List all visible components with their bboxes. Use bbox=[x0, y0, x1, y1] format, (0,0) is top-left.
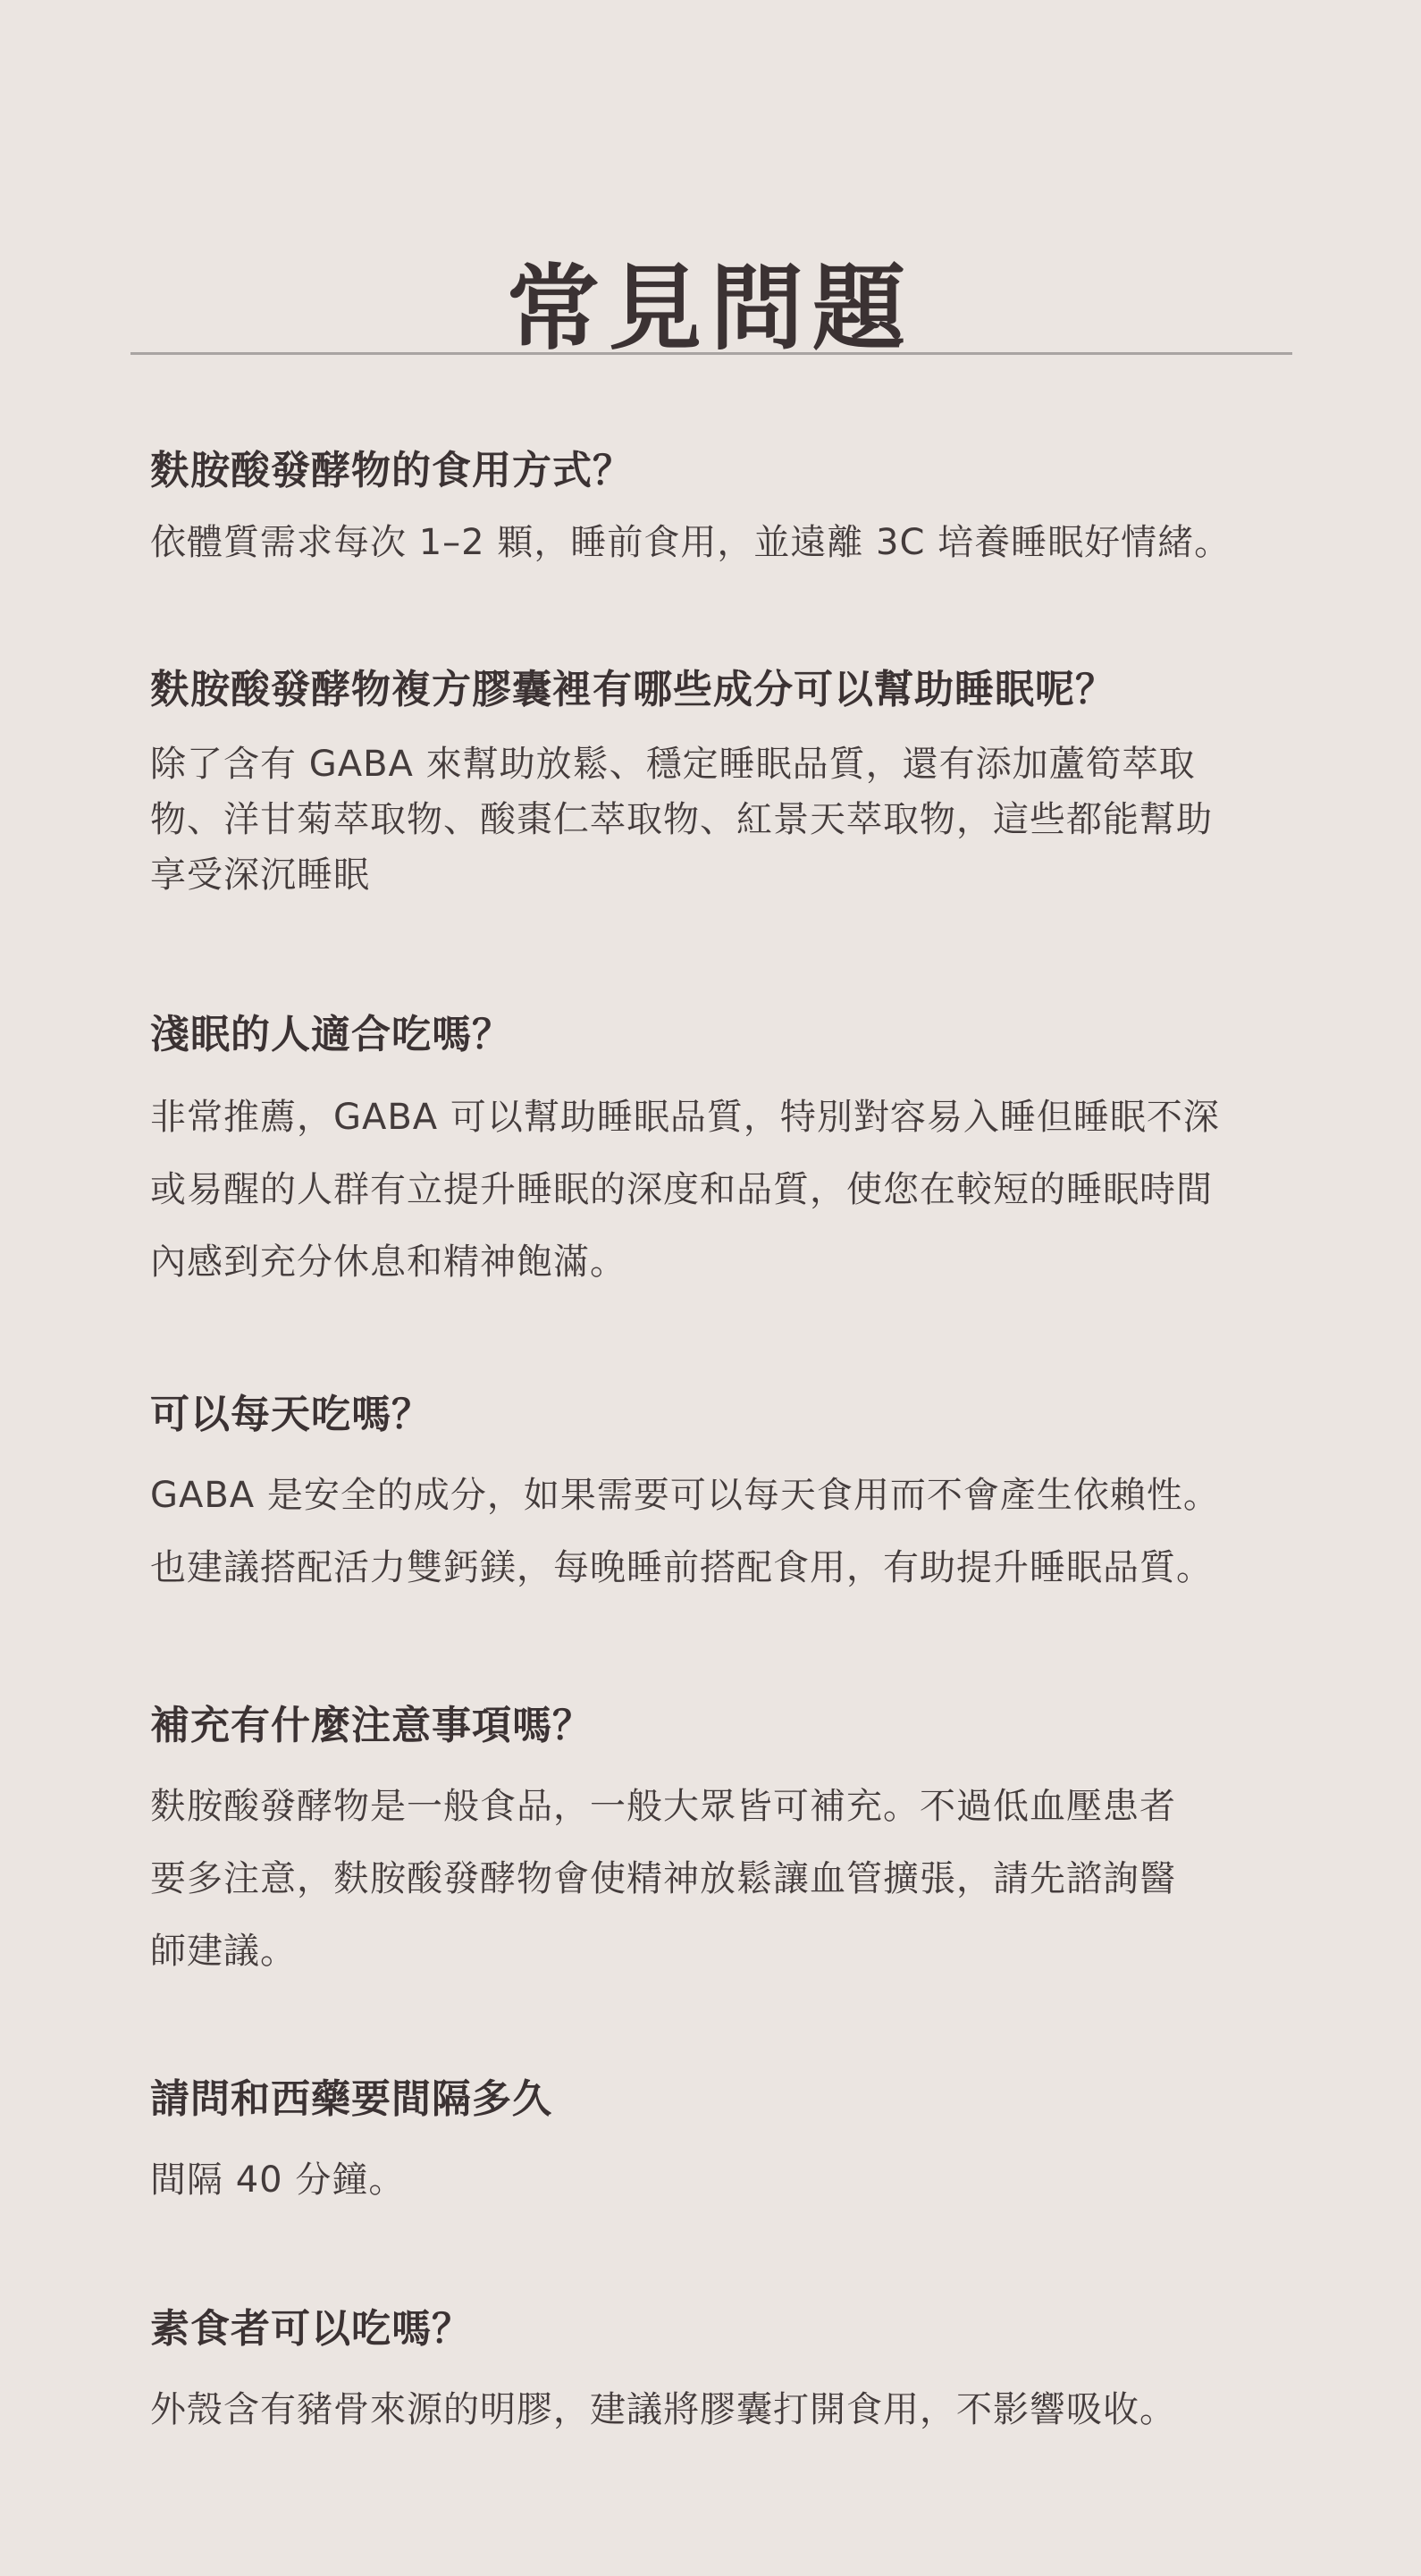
faq-question: 麩胺酸發酵物複方膠囊裡有哪些成分可以幫助睡眠呢？ bbox=[150, 667, 1115, 712]
faq-answer bbox=[150, 737, 1276, 903]
faq-item-usage bbox=[150, 444, 1276, 568]
faq-item-vegetarian bbox=[150, 2302, 1276, 2446]
faq-question: 請問和西藥要間隔多久 bbox=[150, 2076, 552, 2122]
faq-item-daily bbox=[150, 1388, 1276, 1604]
faq-answer bbox=[150, 1460, 1276, 1604]
faq-answer-line: 師建議。 bbox=[150, 1931, 297, 1972]
faq-question: 素食者可以吃嗎？ bbox=[150, 2306, 472, 2352]
faq-answer bbox=[150, 2144, 1276, 2217]
faq-question: 補充有什麼注意事項嗎？ bbox=[150, 1703, 593, 1748]
faq-answer-line: 也建議搭配活力雙鈣鎂，每晚睡前搭配食用，有助提升睡眠品質。 bbox=[150, 1547, 1213, 1588]
faq-answer-line: 除了含有 GABA 來幫助放鬆、穩定睡眠品質，還有添加蘆筍萃取 bbox=[150, 744, 1196, 785]
faq-answer-line: 間隔 40 分鐘。 bbox=[150, 2159, 406, 2201]
faq-answer-line: 麩胺酸發酵物是一般食品，一般大眾皆可補充。不過低血壓患者 bbox=[150, 1786, 1176, 1827]
faq-question: 麩胺酸發酵物的食用方式？ bbox=[150, 448, 633, 493]
faq-answer-line: GABA 是安全的成分，如果需要可以每天食用而不會產生依賴性。 bbox=[150, 1475, 1220, 1516]
faq-item-light-sleeper bbox=[150, 1008, 1276, 1299]
faq-answer bbox=[150, 2374, 1276, 2446]
faq-answer-line: 或易醒的人群有立提升睡眠的深度和品質，使您在較短的睡眠時間 bbox=[150, 1169, 1213, 1210]
faq-item-ingredients bbox=[150, 663, 1276, 903]
faq-answer bbox=[150, 1771, 1276, 1988]
faq-answer bbox=[150, 1082, 1276, 1299]
faq-item-medicine-interval bbox=[150, 2073, 1276, 2217]
faq-answer-line: 享受深沉睡眠 bbox=[150, 854, 370, 896]
faq-question: 淺眠的人適合吃嗎？ bbox=[150, 1012, 512, 1057]
faq-item-precautions bbox=[150, 1699, 1276, 1988]
title-divider bbox=[130, 352, 1292, 355]
faq-answer-line: 要多注意，麩胺酸發酵物會使精神放鬆讓血管擴張，請先諮詢醫 bbox=[150, 1858, 1176, 1899]
page-title: 常見問題 bbox=[506, 253, 914, 363]
faq-answer-line: 外殼含有豬骨來源的明膠，建議將膠囊打開食用，不影響吸收。 bbox=[150, 2389, 1176, 2430]
faq-answer-line: 內感到充分休息和精神飽滿。 bbox=[150, 1242, 626, 1283]
faq-question: 可以每天吃嗎？ bbox=[150, 1392, 432, 1437]
faq-answer-line: 依體質需求每次 1–2 顆，睡前食用，並遠離 3C 培養睡眠好情緒。 bbox=[150, 522, 1232, 563]
faq-answer bbox=[150, 518, 1276, 568]
faq-answer-line: 物、洋甘菊萃取物、酸棗仁萃取物、紅景天萃取物，這些都能幫助 bbox=[150, 799, 1213, 840]
faq-answer-line: 非常推薦，GABA 可以幫助睡眠品質，特別對容易入睡但睡眠不深 bbox=[150, 1097, 1220, 1138]
